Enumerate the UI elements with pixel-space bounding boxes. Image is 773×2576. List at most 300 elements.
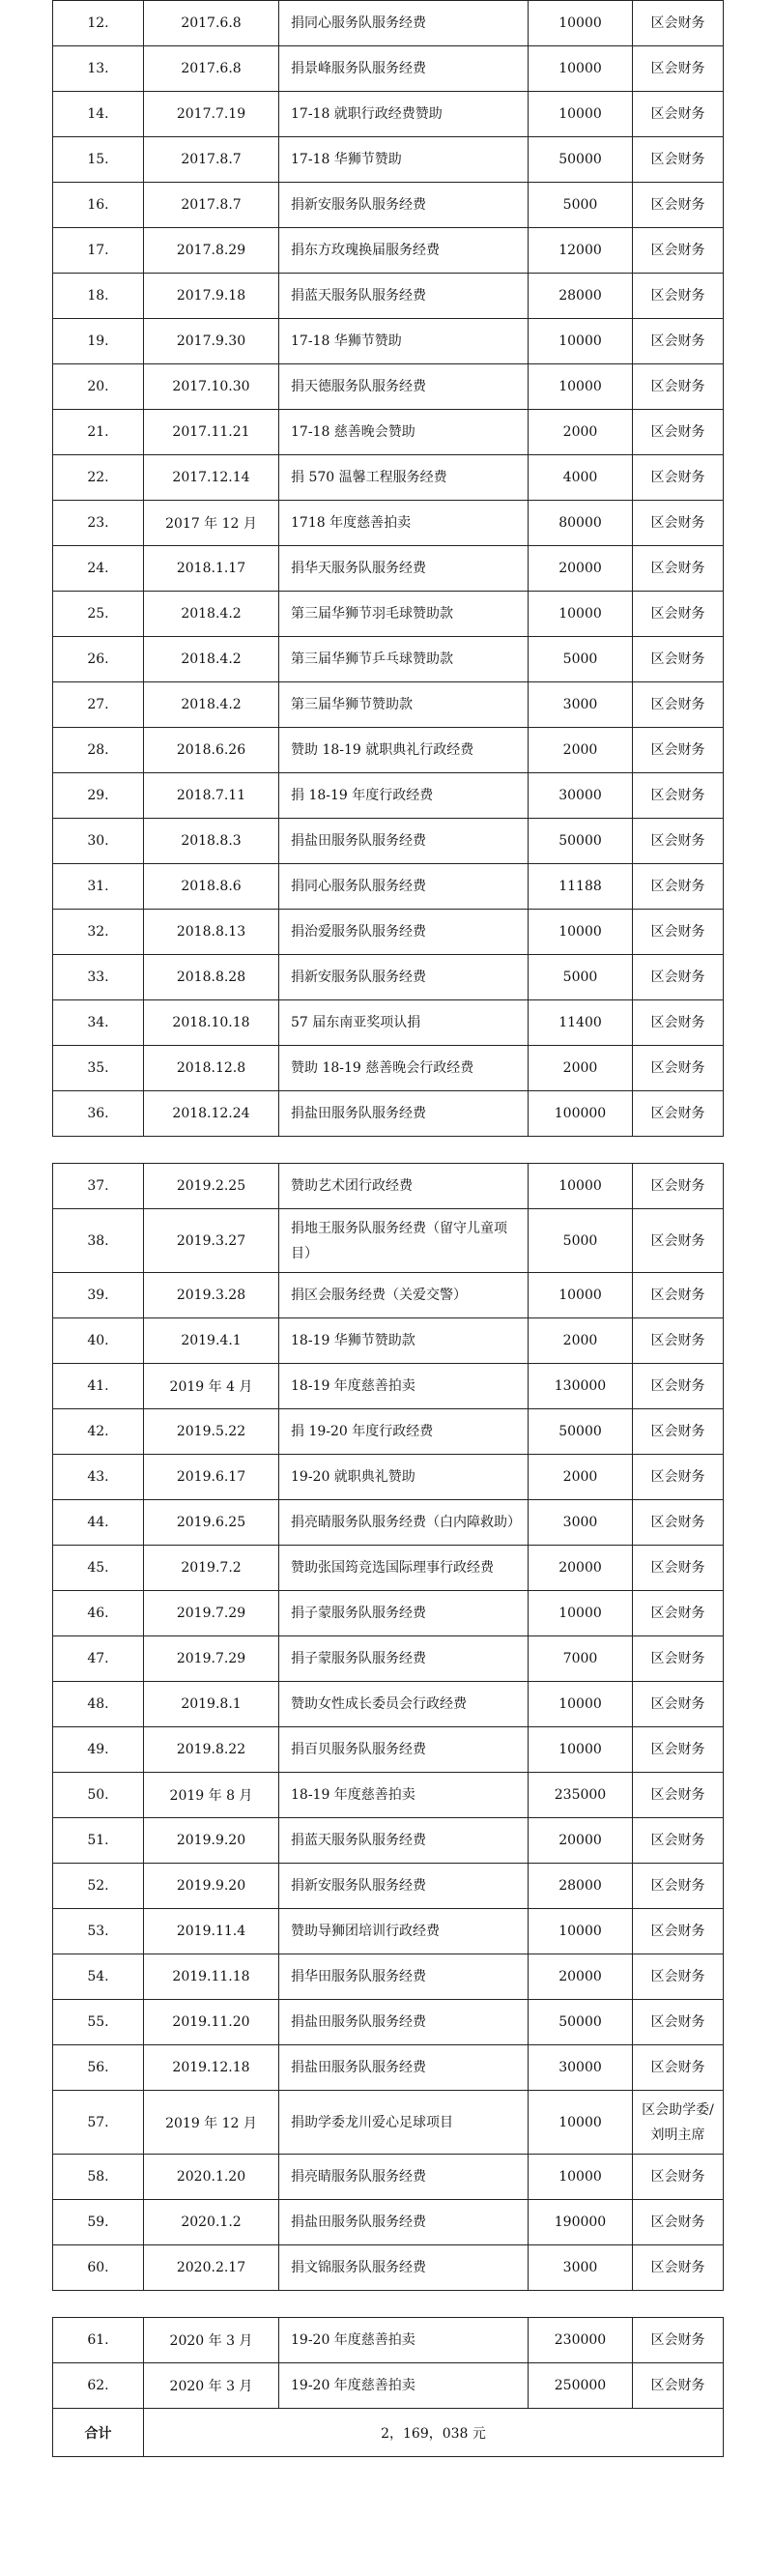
row-item: 捐 570 温馨工程服务经费 — [279, 455, 529, 501]
table-row — [53, 1636, 724, 1682]
row-note: 区会财务 — [633, 1273, 724, 1318]
row-date: 2019 年 8 月 — [144, 1773, 279, 1818]
row-item: 赞助女性成长委员会行政经费 — [279, 1682, 529, 1727]
table-row — [53, 2091, 724, 2155]
row-item: 捐百贝服务队服务经费 — [279, 1727, 529, 1773]
row-amount: 10000 — [529, 592, 633, 637]
table-row — [53, 1818, 724, 1864]
table-row — [53, 1364, 724, 1409]
row-number: 52. — [53, 1864, 144, 1909]
total-row — [53, 2409, 724, 2457]
row-amount: 20000 — [529, 546, 633, 592]
row-date: 2017.9.18 — [144, 274, 279, 319]
row-note: 区会财务 — [633, 728, 724, 773]
table-row — [53, 546, 724, 592]
row-amount: 50000 — [529, 1409, 633, 1455]
row-item: 捐景峰服务队服务经费 — [279, 46, 529, 92]
row-date: 2017.8.7 — [144, 137, 279, 183]
row-number: 20. — [53, 364, 144, 410]
row-note: 区会财务 — [633, 773, 724, 819]
row-note: 区会财务 — [633, 92, 724, 137]
row-note: 区会财务 — [633, 1909, 724, 1954]
row-amount: 235000 — [529, 1773, 633, 1818]
row-note: 区会财务 — [633, 1209, 724, 1273]
row-note: 区会财务 — [633, 501, 724, 546]
row-amount: 5000 — [529, 1209, 633, 1273]
total-value: 2，169，038 元 — [144, 2409, 724, 2457]
table-row — [53, 1591, 724, 1636]
row-item: 第三届华狮节赞助款 — [279, 682, 529, 728]
row-number: 42. — [53, 1409, 144, 1455]
row-note: 区会财务 — [633, 864, 724, 910]
row-note: 区会财务 — [633, 592, 724, 637]
row-amount: 20000 — [529, 1954, 633, 2000]
row-number: 14. — [53, 92, 144, 137]
row-date: 2019 年 4 月 — [144, 1364, 279, 1409]
row-note: 区会财务 — [633, 910, 724, 955]
row-date: 2019.3.28 — [144, 1273, 279, 1318]
row-amount: 30000 — [529, 2045, 633, 2091]
table-row — [53, 319, 724, 364]
row-date: 2019.9.20 — [144, 1864, 279, 1909]
row-date: 2020 年 3 月 — [144, 2318, 279, 2363]
row-amount: 230000 — [529, 2318, 633, 2363]
row-item: 赞助 18-19 就职典礼行政经费 — [279, 728, 529, 773]
row-amount: 5000 — [529, 955, 633, 1000]
row-amount: 10000 — [529, 910, 633, 955]
row-date: 2018.12.24 — [144, 1091, 279, 1137]
table-row — [53, 637, 724, 682]
table-row — [53, 455, 724, 501]
row-date: 2018.4.2 — [144, 682, 279, 728]
row-date: 2019.12.18 — [144, 2045, 279, 2091]
table-row — [53, 1209, 724, 1273]
row-item: 18-19 华狮节赞助款 — [279, 1318, 529, 1364]
row-item: 捐 19-20 年度行政经费 — [279, 1409, 529, 1455]
row-item: 19-20 年度慈善拍卖 — [279, 2363, 529, 2409]
row-number: 15. — [53, 137, 144, 183]
row-number: 39. — [53, 1273, 144, 1318]
table-row — [53, 1318, 724, 1364]
row-date: 2018.8.3 — [144, 819, 279, 864]
row-note: 区会财务 — [633, 1727, 724, 1773]
row-item: 赞助导狮团培训行政经费 — [279, 1909, 529, 1954]
row-number: 26. — [53, 637, 144, 682]
table-row — [53, 1091, 724, 1137]
table-row — [53, 682, 724, 728]
row-note: 区会财务 — [633, 1455, 724, 1500]
table-row — [53, 46, 724, 92]
row-item: 捐文锦服务队服务经费 — [279, 2245, 529, 2291]
row-amount: 80000 — [529, 501, 633, 546]
row-number: 31. — [53, 864, 144, 910]
table-row — [53, 1727, 724, 1773]
table-row — [53, 1682, 724, 1727]
row-note: 区会财务 — [633, 2000, 724, 2045]
row-date: 2020.1.2 — [144, 2200, 279, 2245]
row-item: 捐同心服务队服务经费 — [279, 1, 529, 46]
row-item: 捐新安服务队服务经费 — [279, 183, 529, 228]
table-row — [53, 2155, 724, 2200]
row-date: 2019.3.27 — [144, 1209, 279, 1273]
row-amount: 28000 — [529, 1864, 633, 1909]
row-amount: 10000 — [529, 1164, 633, 1209]
row-date: 2018.12.8 — [144, 1046, 279, 1091]
row-number: 46. — [53, 1591, 144, 1636]
table-row — [53, 1954, 724, 2000]
row-number: 33. — [53, 955, 144, 1000]
row-amount: 10000 — [529, 1682, 633, 1727]
row-note: 区会财务 — [633, 1364, 724, 1409]
table-row — [53, 364, 724, 410]
row-note: 区会财务 — [633, 1000, 724, 1046]
row-date: 2018.6.26 — [144, 728, 279, 773]
row-number: 28. — [53, 728, 144, 773]
row-note: 区会财务 — [633, 46, 724, 92]
row-note: 区会财务 — [633, 1682, 724, 1727]
row-item: 19-20 就职典礼赞助 — [279, 1455, 529, 1500]
row-amount: 12000 — [529, 228, 633, 274]
row-date: 2019.2.25 — [144, 1164, 279, 1209]
row-item: 捐天德服务队服务经费 — [279, 364, 529, 410]
row-number: 47. — [53, 1636, 144, 1682]
row-number: 57. — [53, 2091, 144, 2155]
row-number: 54. — [53, 1954, 144, 2000]
row-number: 27. — [53, 682, 144, 728]
row-amount: 10000 — [529, 92, 633, 137]
ledger-table-part-3 — [52, 2317, 724, 2457]
row-amount: 50000 — [529, 819, 633, 864]
row-number: 45. — [53, 1546, 144, 1591]
row-date: 2019.6.17 — [144, 1455, 279, 1500]
table-row — [53, 274, 724, 319]
row-number: 36. — [53, 1091, 144, 1137]
row-amount: 10000 — [529, 1591, 633, 1636]
row-date: 2019.9.20 — [144, 1818, 279, 1864]
row-date: 2017.8.7 — [144, 183, 279, 228]
table-row — [53, 1773, 724, 1818]
row-item: 捐新安服务队服务经费 — [279, 1864, 529, 1909]
table-gap — [52, 1137, 723, 1163]
row-amount: 250000 — [529, 2363, 633, 2409]
table-row — [53, 1909, 724, 1954]
row-amount: 11188 — [529, 864, 633, 910]
row-date: 2019.6.25 — [144, 1500, 279, 1546]
row-note: 区会财务 — [633, 228, 724, 274]
row-date: 2018.8.13 — [144, 910, 279, 955]
row-item: 捐东方玫瑰换届服务经费 — [279, 228, 529, 274]
row-item: 捐区会服务经费（关爱交警） — [279, 1273, 529, 1318]
row-item: 捐治爱服务队服务经费 — [279, 910, 529, 955]
table-row — [53, 2245, 724, 2291]
row-amount: 20000 — [529, 1546, 633, 1591]
row-note: 区会财务 — [633, 1546, 724, 1591]
row-number: 49. — [53, 1727, 144, 1773]
table-row — [53, 92, 724, 137]
row-note: 区会财务 — [633, 137, 724, 183]
row-item: 赞助艺术团行政经费 — [279, 1164, 529, 1209]
row-number: 59. — [53, 2200, 144, 2245]
row-number: 30. — [53, 819, 144, 864]
ledger-table-part-2 — [52, 1163, 724, 2291]
row-number: 60. — [53, 2245, 144, 2291]
row-note: 区会财务 — [633, 682, 724, 728]
row-note: 区会财务 — [633, 1818, 724, 1864]
row-item: 赞助 18-19 慈善晚会行政经费 — [279, 1046, 529, 1091]
row-amount: 2000 — [529, 728, 633, 773]
table-row — [53, 137, 724, 183]
row-date: 2017.11.21 — [144, 410, 279, 455]
row-note: 区会财务 — [633, 819, 724, 864]
row-note: 区会财务 — [633, 1164, 724, 1209]
row-date: 2017.7.19 — [144, 92, 279, 137]
row-item: 17-18 就职行政经费赞助 — [279, 92, 529, 137]
row-item: 18-19 年度慈善拍卖 — [279, 1773, 529, 1818]
row-date: 2019.11.20 — [144, 2000, 279, 2045]
row-number: 51. — [53, 1818, 144, 1864]
row-amount: 5000 — [529, 637, 633, 682]
table-row — [53, 1000, 724, 1046]
row-item: 捐亮睛服务队服务经费（白内障救助） — [279, 1500, 529, 1546]
table-row — [53, 1273, 724, 1318]
row-item: 捐助学委龙川爱心足球项目 — [279, 2091, 529, 2155]
row-number: 44. — [53, 1500, 144, 1546]
row-number: 50. — [53, 1773, 144, 1818]
row-number: 29. — [53, 773, 144, 819]
table-row — [53, 910, 724, 955]
row-date: 2017.10.30 — [144, 364, 279, 410]
row-item: 第三届华狮节羽毛球赞助款 — [279, 592, 529, 637]
table-row — [53, 592, 724, 637]
row-amount: 20000 — [529, 1818, 633, 1864]
row-number: 35. — [53, 1046, 144, 1091]
row-number: 48. — [53, 1682, 144, 1727]
row-note: 区会助学委/刘明主席 — [633, 2091, 724, 2155]
row-number: 12. — [53, 1, 144, 46]
total-label: 合计 — [53, 2409, 144, 2457]
row-number: 22. — [53, 455, 144, 501]
row-note: 区会财务 — [633, 1954, 724, 2000]
table-row — [53, 1546, 724, 1591]
row-number: 34. — [53, 1000, 144, 1046]
row-date: 2018.10.18 — [144, 1000, 279, 1046]
row-item: 捐盐田服务队服务经费 — [279, 2000, 529, 2045]
row-date: 2017.12.14 — [144, 455, 279, 501]
row-item: 1718 年度慈善拍卖 — [279, 501, 529, 546]
row-amount: 2000 — [529, 410, 633, 455]
row-date: 2020 年 3 月 — [144, 2363, 279, 2409]
row-number: 43. — [53, 1455, 144, 1500]
row-amount: 2000 — [529, 1318, 633, 1364]
row-item: 17-18 华狮节赞助 — [279, 137, 529, 183]
row-note: 区会财务 — [633, 637, 724, 682]
row-note: 区会财务 — [633, 1591, 724, 1636]
row-note: 区会财务 — [633, 2200, 724, 2245]
row-item: 第三届华狮节乒乓球赞助款 — [279, 637, 529, 682]
row-date: 2018.4.2 — [144, 637, 279, 682]
table-row — [53, 2318, 724, 2363]
table-row — [53, 2200, 724, 2245]
row-item: 捐新安服务队服务经费 — [279, 955, 529, 1000]
row-date: 2019.11.18 — [144, 1954, 279, 2000]
row-amount: 30000 — [529, 773, 633, 819]
row-date: 2019 年 12 月 — [144, 2091, 279, 2155]
row-date: 2019.7.29 — [144, 1636, 279, 1682]
table-row — [53, 410, 724, 455]
row-note: 区会财务 — [633, 955, 724, 1000]
table-row — [53, 728, 724, 773]
row-item: 捐蓝天服务队服务经费 — [279, 274, 529, 319]
row-amount: 10000 — [529, 1273, 633, 1318]
row-amount: 10000 — [529, 1727, 633, 1773]
row-item: 捐地王服务队服务经费（留守儿童项目） — [279, 1209, 529, 1273]
table-row — [53, 1, 724, 46]
row-date: 2019.8.22 — [144, 1727, 279, 1773]
row-date: 2019.8.1 — [144, 1682, 279, 1727]
row-item: 捐亮睛服务队服务经费 — [279, 2155, 529, 2200]
row-number: 23. — [53, 501, 144, 546]
row-date: 2017.9.30 — [144, 319, 279, 364]
row-item: 捐蓝天服务队服务经费 — [279, 1818, 529, 1864]
row-date: 2017.6.8 — [144, 1, 279, 46]
row-item: 捐盐田服务队服务经费 — [279, 819, 529, 864]
row-amount: 2000 — [529, 1046, 633, 1091]
row-note: 区会财务 — [633, 2363, 724, 2409]
row-note: 区会财务 — [633, 546, 724, 592]
row-date: 2018.8.28 — [144, 955, 279, 1000]
row-amount: 10000 — [529, 1, 633, 46]
row-amount: 10000 — [529, 2091, 633, 2155]
row-number: 55. — [53, 2000, 144, 2045]
row-note: 区会财务 — [633, 1409, 724, 1455]
row-number: 61. — [53, 2318, 144, 2363]
table-row — [53, 819, 724, 864]
row-note: 区会财务 — [633, 319, 724, 364]
row-note: 区会财务 — [633, 410, 724, 455]
row-note: 区会财务 — [633, 274, 724, 319]
row-amount: 100000 — [529, 1091, 633, 1137]
row-number: 13. — [53, 46, 144, 92]
row-amount: 10000 — [529, 319, 633, 364]
row-number: 38. — [53, 1209, 144, 1273]
table-row — [53, 183, 724, 228]
row-date: 2019.5.22 — [144, 1409, 279, 1455]
row-amount: 50000 — [529, 2000, 633, 2045]
table-row — [53, 1864, 724, 1909]
row-number: 62. — [53, 2363, 144, 2409]
row-number: 18. — [53, 274, 144, 319]
row-amount: 2000 — [529, 1455, 633, 1500]
row-item: 捐盐田服务队服务经费 — [279, 2045, 529, 2091]
row-note: 区会财务 — [633, 1, 724, 46]
row-note: 区会财务 — [633, 2245, 724, 2291]
ledger-table-part-1 — [52, 0, 724, 1137]
row-amount: 4000 — [529, 455, 633, 501]
row-date: 2017.6.8 — [144, 46, 279, 92]
row-number: 58. — [53, 2155, 144, 2200]
row-note: 区会财务 — [633, 1864, 724, 1909]
row-number: 53. — [53, 1909, 144, 1954]
table-row — [53, 2363, 724, 2409]
row-item: 57 届东南亚奖项认捐 — [279, 1000, 529, 1046]
table-row — [53, 228, 724, 274]
row-note: 区会财务 — [633, 1636, 724, 1682]
row-amount: 130000 — [529, 1364, 633, 1409]
row-note: 区会财务 — [633, 2045, 724, 2091]
row-number: 37. — [53, 1164, 144, 1209]
row-date: 2019.7.2 — [144, 1546, 279, 1591]
row-number: 21. — [53, 410, 144, 455]
row-item: 17-18 慈善晚会赞助 — [279, 410, 529, 455]
row-date: 2020.2.17 — [144, 2245, 279, 2291]
row-note: 区会财务 — [633, 364, 724, 410]
row-amount: 3000 — [529, 682, 633, 728]
row-amount: 10000 — [529, 1909, 633, 1954]
row-date: 2019.7.29 — [144, 1591, 279, 1636]
row-item: 19-20 年度慈善拍卖 — [279, 2318, 529, 2363]
row-item: 捐盐田服务队服务经费 — [279, 2200, 529, 2245]
row-item: 捐华天服务队服务经费 — [279, 546, 529, 592]
table-row — [53, 501, 724, 546]
row-number: 24. — [53, 546, 144, 592]
row-item: 17-18 华狮节赞助 — [279, 319, 529, 364]
row-item: 捐华田服务队服务经费 — [279, 1954, 529, 2000]
table-row — [53, 2045, 724, 2091]
row-amount: 7000 — [529, 1636, 633, 1682]
row-date: 2019.11.4 — [144, 1909, 279, 1954]
row-note: 区会财务 — [633, 455, 724, 501]
row-amount: 3000 — [529, 2245, 633, 2291]
row-number: 19. — [53, 319, 144, 364]
row-item: 捐 18-19 年度行政经费 — [279, 773, 529, 819]
row-item: 捐盐田服务队服务经费 — [279, 1091, 529, 1137]
row-amount: 190000 — [529, 2200, 633, 2245]
row-number: 16. — [53, 183, 144, 228]
row-number: 25. — [53, 592, 144, 637]
row-date: 2018.7.11 — [144, 773, 279, 819]
row-date: 2018.8.6 — [144, 864, 279, 910]
row-amount: 10000 — [529, 364, 633, 410]
table-row — [53, 1409, 724, 1455]
row-number: 56. — [53, 2045, 144, 2091]
table-row — [53, 1164, 724, 1209]
table-row — [53, 864, 724, 910]
table-row — [53, 1455, 724, 1500]
row-note: 区会财务 — [633, 1773, 724, 1818]
row-item: 赞助张国筠竞选国际理事行政经费 — [279, 1546, 529, 1591]
row-note: 区会财务 — [633, 1091, 724, 1137]
row-date: 2019.4.1 — [144, 1318, 279, 1364]
table-row — [53, 955, 724, 1000]
row-note: 区会财务 — [633, 1046, 724, 1091]
row-item: 18-19 年度慈善拍卖 — [279, 1364, 529, 1409]
row-number: 41. — [53, 1364, 144, 1409]
table-row — [53, 1046, 724, 1091]
donation-ledger — [52, 0, 723, 2457]
row-note: 区会财务 — [633, 183, 724, 228]
row-number: 32. — [53, 910, 144, 955]
row-note: 区会财务 — [633, 1500, 724, 1546]
row-amount: 10000 — [529, 2155, 633, 2200]
row-amount: 5000 — [529, 183, 633, 228]
row-amount: 50000 — [529, 137, 633, 183]
table-row — [53, 2000, 724, 2045]
row-item: 捐子蒙服务队服务经费 — [279, 1591, 529, 1636]
row-item: 捐子蒙服务队服务经费 — [279, 1636, 529, 1682]
row-date: 2020.1.20 — [144, 2155, 279, 2200]
table-gap — [52, 2291, 723, 2317]
row-note: 区会财务 — [633, 2155, 724, 2200]
